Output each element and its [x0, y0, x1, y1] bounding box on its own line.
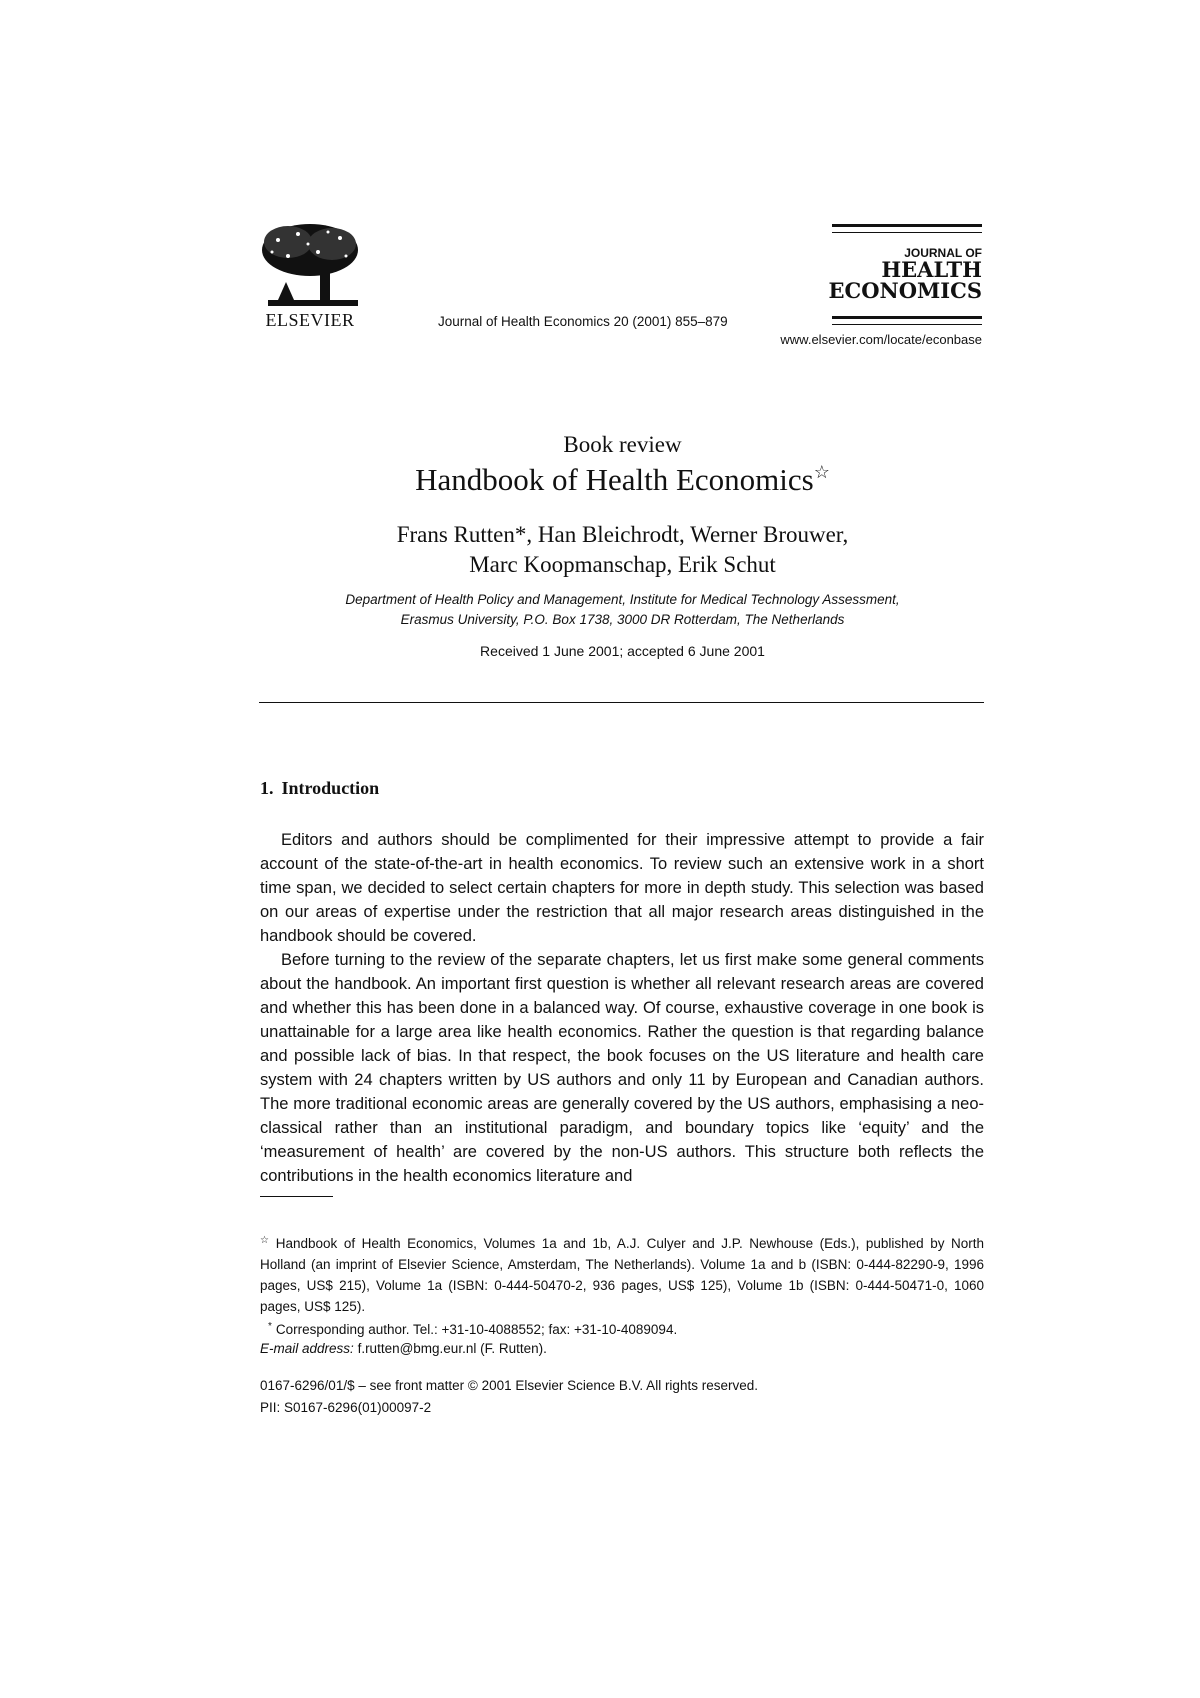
email-label: E-mail address: [260, 1341, 354, 1356]
publisher-name: ELSEVIER [265, 310, 355, 330]
masthead-rule-bottom [832, 316, 982, 319]
journal-masthead-line3: ECONOMICS [828, 278, 982, 303]
article-title [0, 462, 1200, 498]
footnote-1-text: Handbook of Health Economics, Volumes 1a and 1b, A.J. Culyer and J.P. Newhouse (Eds.), published by North Holland (an imprint of Elsevier Science, Amsterdam, The Netherlands). Volume 1a and b (ISBN: 0-444-82290-9, 1996 pages, US$ 215), Volume 1a (ISBN: 0-444-50470-2, 936 pages, US$ 125), Volume 1b (ISBN: 0-444-50471-0, 1060 pages, US$ 125). [260, 1236, 985, 1314]
received-dates: Received 1 June 2001; accepted 6 June 2001 [480, 643, 765, 659]
masthead-rule-bottom-thin [832, 324, 982, 325]
journal-masthead-line2: HEALTH [881, 257, 982, 282]
affiliation-line-2: Erasmus University, P.O. Box 1738, 3000 DR Rotterdam, The Netherlands [400, 612, 845, 627]
footnote-1-mark: ☆ [260, 1235, 272, 1246]
footnote-1 [260, 1230, 984, 1317]
journal-url[interactable]: www.elsevier.com/locate/econbase [780, 332, 982, 347]
body-paragraph-1: Editors and authors should be complimented for their impressive attempt to provide a fair account of the state-of-the-art in health economics. To review such an extensive work in a short time span, we decided to select certain chapters for more in depth study. This selection was based on our areas of expertise under the restriction that all major research areas distinguished in the handbook should be covered. [260, 831, 984, 945]
body-paragraph-2: Before turning to the review of the separate chapters, let us first make some general comments about the handbook. An important first question is whether all relevant research areas are covered and whether this has been done in a balanced way. Of course, exhaustive coverage in one book is unattainable for a large area like health economics. Rather the question is that regarding balance and possible lack of bias. In that respect, the book focuses on the US literature and health care system with 24 chapters written by US authors and only 11 by European and Canadian authors. The more traditional economic areas are generally covered by the US authors, emphasising a neo-classical rather than an institutional paradigm, and boundary topics like ‘equity’ and the ‘measurement of health’ are covered by the non-US authors. This structure both reflects the contributions in the health economics literature and [260, 951, 984, 1185]
footnote-rule [260, 1196, 333, 1197]
journal-masthead-line1: JOURNAL OF [904, 246, 982, 260]
title-footnote-mark[interactable]: ☆ [813, 462, 830, 482]
footnote-2 [260, 1316, 984, 1340]
section-number: 1. [260, 778, 274, 798]
masthead-rule-top-thin [832, 232, 982, 233]
section-title: Introduction [281, 778, 380, 798]
footnote-2-mark: * [268, 1321, 272, 1332]
publisher-logo-tree-icon [258, 222, 362, 310]
title-divider [259, 702, 984, 703]
footnote-2-text: Corresponding author. Tel.: +31-10-4088552; fax: +31-10-4089094. [275, 1322, 678, 1337]
section-heading [260, 778, 379, 799]
copyright-line: 0167-6296/01/$ – see front matter © 2001 Elsevier Science B.V. All rights reserved. [260, 1378, 758, 1393]
masthead-rule-top [832, 224, 982, 227]
journal-citation: Journal of Health Economics 20 (2001) 855–879 [438, 314, 728, 329]
authors-line-2: Marc Koopmanschap, Erik Schut [469, 552, 776, 577]
affiliation-line-1: Department of Health Policy and Management, Institute for Medical Technology Assessment, [345, 592, 900, 607]
pii-line: PII: S0167-6296(01)00097-2 [260, 1400, 432, 1415]
authors-line-1: Frans Rutten*, Han Bleichrodt, Werner Brouwer, [396, 522, 849, 547]
footnote-email [260, 1338, 984, 1359]
email-address[interactable]: f.rutten@bmg.eur.nl (F. Rutten). [357, 1341, 547, 1356]
article-title-text: Handbook of Health Economics [415, 462, 814, 497]
article-type: Book review [563, 432, 682, 457]
